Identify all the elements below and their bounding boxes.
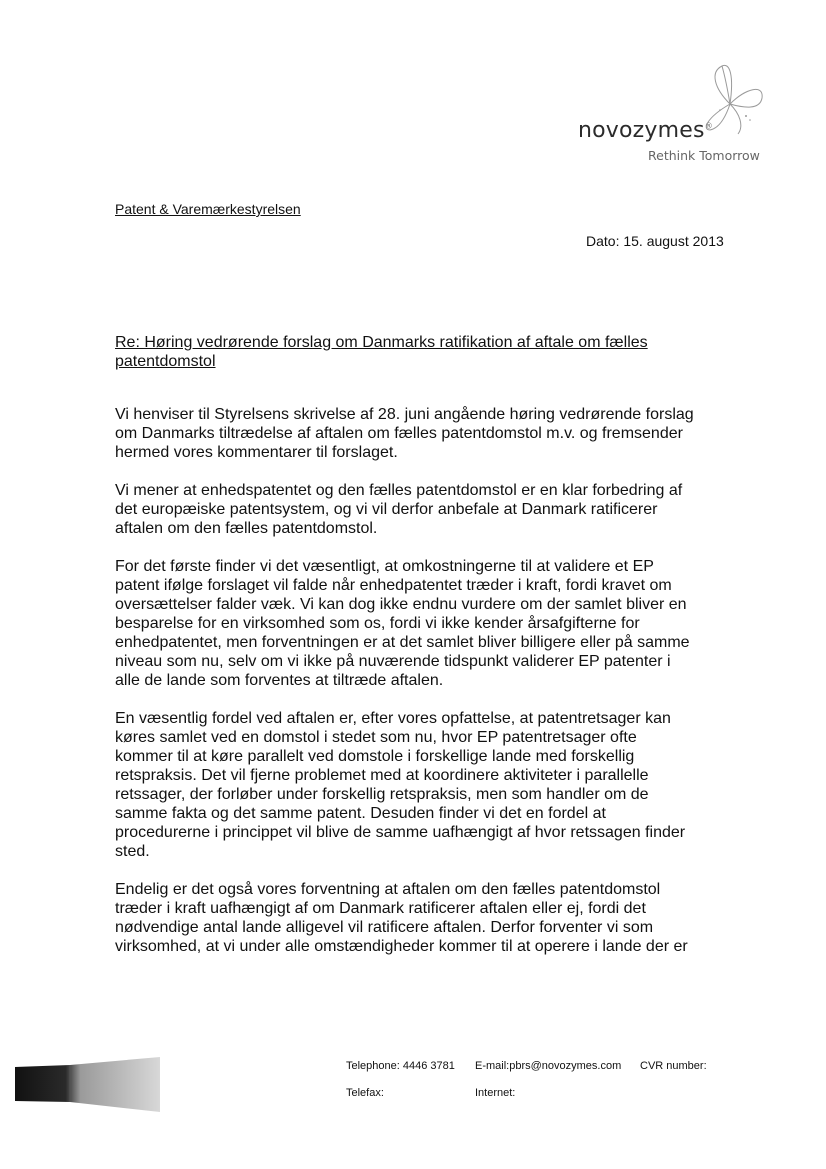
body-paragraph-2: Vi mener at enhedspatentet og den fælles patentdomstol er en klar forbedring af det europæiske patentsystem, og vi vil derfor anbefale at Danmark ratificerer aftalen om den fælles patentdomstol. xyxy=(115,482,683,537)
footer-internet: Internet: xyxy=(475,1087,516,1099)
letter-date: Dato: 15. august 2013 xyxy=(586,233,724,249)
footer-cvr: CVR number: xyxy=(640,1060,707,1072)
footer-graphic xyxy=(15,1057,160,1112)
footer-telephone: Telephone: 4446 3781 xyxy=(346,1060,455,1072)
letter-body xyxy=(115,405,735,975)
body-paragraph-1: Vi henviser til Styrelsens skrivelse af 28. juni angående høring vedrørende forslag om Danmarks tiltrædelse af aftalen om fælles patentdomstol m.v. og fremsender hermed vores kommentarer til forslaget. xyxy=(115,406,694,461)
footer-telefax: Telefax: xyxy=(346,1087,384,1099)
recipient: Patent & Varemærkestyrelsen xyxy=(115,201,301,217)
body-paragraph-3: For det første finder vi det væsentligt, at omkostningerne til at validere et EP patent ifølge forslaget vil falde når enhedpatentet træder i kraft, fordi kravet om oversættelser falder væk. Vi kan dog ikke endnu vurdere om der samlet bliver en besparelse for en virksomhed som os, fordi vi ikke kender årsafgifterne for enhedpatentet, men forventningen er at det samlet bliver billigere eller på samme niveau som nu, selv om vi ikke på nuværende tidspunkt validerer EP patenter i alle de lande som forventes at tiltræde aftalen. xyxy=(115,558,690,689)
body-paragraph-4: En væsentlig fordel ved aftalen er, efter vores opfattelse, at patentretsager kan køres samlet ved en domstol i stedet som nu, hvor EP patentretsager ofte kommer til at køre parallelt ved domstole i forskellige lande med forskellig retspraksis. Det vil fjerne problemet med at koordinere aktiviteter i parallelle retssager, der forløber under forskellig retspraksis, men som handler om de samme fakta og det samme patent. Desuden finder vi det en fordel at procedurerne i princippet vil blive de samme uafhængigt af hvor retssagen finder sted. xyxy=(115,710,686,860)
footer-email: E-mail:pbrs@novozymes.com xyxy=(475,1060,622,1072)
brand-tagline: Rethink Tomorrow xyxy=(648,148,760,163)
subject-line: Re: Høring vedrørende forslag om Danmarks ratifikation af aftale om fælles patentdomstol xyxy=(115,334,648,370)
brand-name-text: novozymes xyxy=(578,118,705,143)
brand-name xyxy=(578,118,713,143)
body-paragraph-5: Endelig er det også vores forventning at aftalen om den fælles patentdomstol træder i kraft uafhængigt af om Danmark ratificerer aftalen eller ej, fordi det nødvendige antal lande alligevel vil ratificere aftalen. Derfor forventer vi som virksomhed, at vi under alle omstændigheder kommer til at operere i lande der er xyxy=(115,881,688,955)
registered-mark: ® xyxy=(704,121,713,131)
